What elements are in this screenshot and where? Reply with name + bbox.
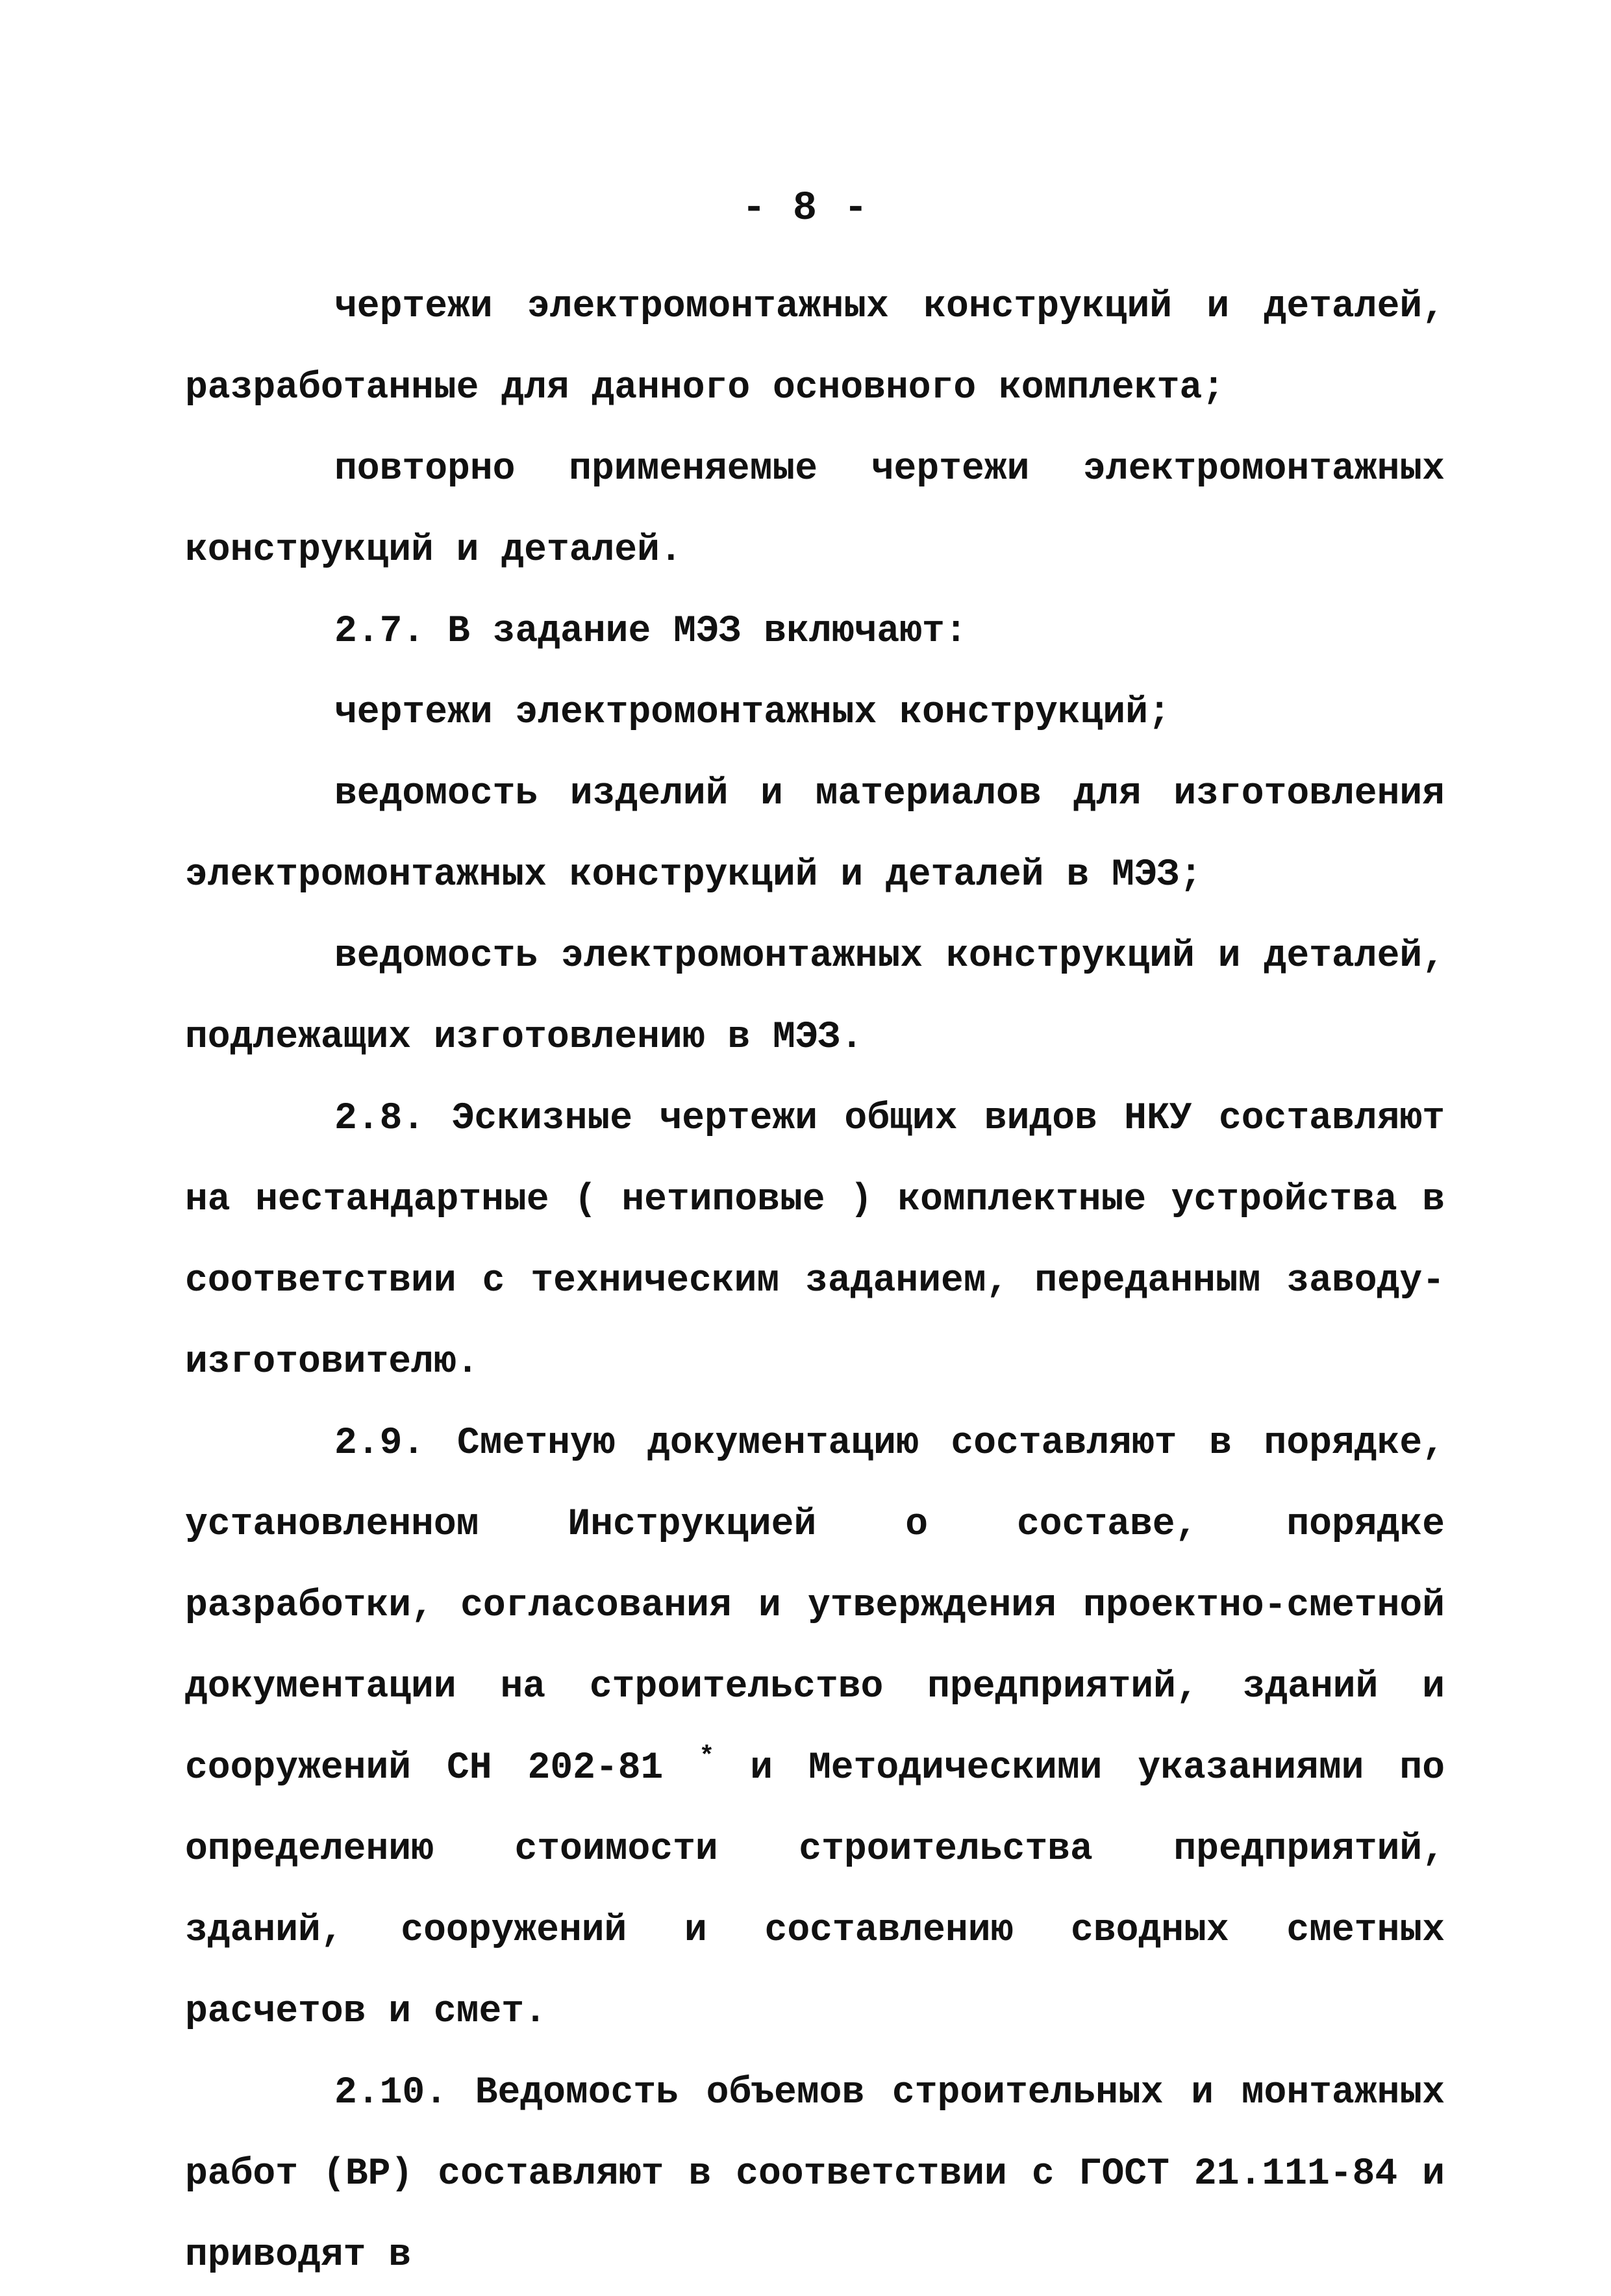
body-text (185, 266, 1445, 2296)
paragraph-reused-drawings: повторно применяемые чертежи электромонтажных конструкций и деталей. (185, 448, 1445, 572)
paragraph-2-10: 2.10. Ведомость объемов строительных и монтажных работ (ВР) составляют в соответствии с ГОСТ 21.111-84 и приводят в (185, 2072, 1445, 2277)
paragraph-mez-drawings: чертежи электромонтажных конструкций; (334, 692, 1171, 734)
paragraph-materials-list: ведомость изделий и материалов для изготовления электромонтажных конструкций и деталей в МЭЗ; (185, 773, 1445, 896)
paragraph-2-9-text: 2.9. Сметную документацию составляют в порядке, установленном Инструкцией о составе, порядке разработки, согласования и утверждения проектно-сметной документации на строительство предприятий, зданий и сооружений СН 202-81 (185, 1422, 1445, 1789)
paragraph-2-9 (185, 1403, 1445, 2052)
paragraph-2-8: 2.8. Эскизные чертежи общих видов НКУ составляют на нестандартные ( нетиповые ) комплектные устройства в соответствии с техническим заданием, переданным заводу-изготовителю. (185, 1098, 1445, 1383)
paragraph-structures-list: ведомость электромонтажных конструкций и деталей, подлежащих изготовлению в МЭЗ. (185, 935, 1445, 1059)
paragraph-2-9-text-end: и Методическими указаниями по определению стоимости строительства предприятий, зданий, сооружений и составлению сводных сметных расчетов и смет. (185, 1747, 1445, 2033)
footnote-mark: * (699, 1743, 715, 1772)
page-number: - 8 - (742, 185, 869, 231)
paragraph-2-7: 2.7. В задание МЭЗ включают: (334, 611, 968, 653)
paragraph-drawings-developed: чертежи электромонтажных конструкций и деталей, разработанные для данного основного комплекта; (185, 286, 1445, 409)
